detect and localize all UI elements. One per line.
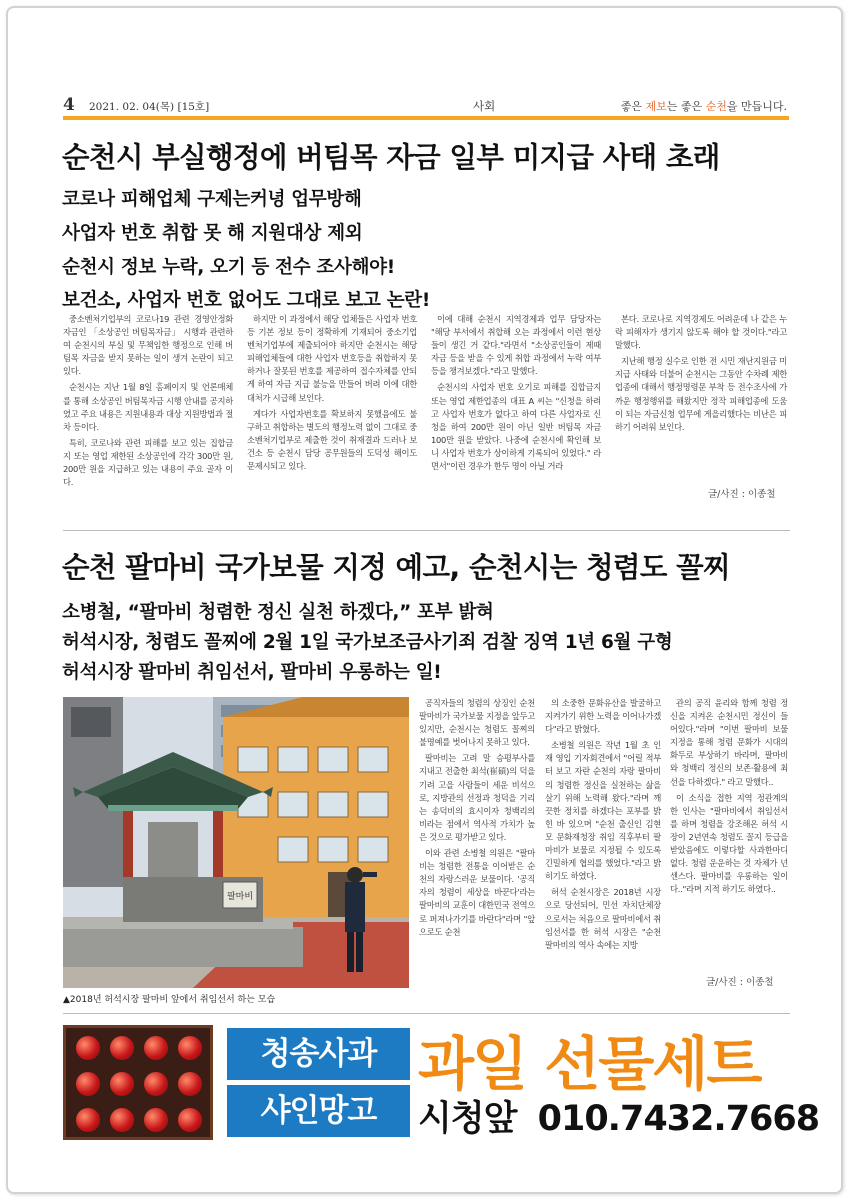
paragraph: 순천시는 지난 1월 8일 홈페이지 및 언론매체를 통해 소상공인 버팀목자금 시행 안내를 공지하였고 주요 내용은 지원내용과 대상 지원방법과 절차 등이다. xyxy=(63,382,233,432)
article1-column-2 xyxy=(247,313,417,476)
paragraph: 하지만 이 과정에서 해당 업체들은 사업자 번호등 기본 정보 등이 정확하게 기재되어 중소기업 벤처기업부에 제출되어야 하지만 순천시는 해당 피해업체들에 대한 사업자 번호등을 취합하지 못하거나 잘못된 번호를 제공하여 접수자체를 안되게 하여 자금 지급 불능을 만들어 버려 이에 대한 대처가 시급해 보인다. xyxy=(247,314,417,403)
article1-subhead: 사업자 번호 취합 못 해 지원대상 제외 xyxy=(62,223,363,244)
article2-headline: 순천 팔마비 국가보물 지정 예고, 순천시는 청렴도 꼴찌 xyxy=(62,551,730,584)
slogan-highlight: 순천 xyxy=(705,100,727,113)
palmabi-pavilion-photo xyxy=(63,697,409,988)
ad-contact xyxy=(418,1091,819,1141)
article1-subhead: 코로나 피해업체 구제는커녕 업무방해 xyxy=(62,189,362,210)
slogan-highlight: 제보 xyxy=(645,100,667,113)
article-divider xyxy=(63,530,790,531)
article2-photo xyxy=(63,697,409,988)
article2-byline: 글/사진 : 이종철 xyxy=(706,977,774,988)
apple-icon xyxy=(76,1072,100,1096)
article1-column-1 xyxy=(63,313,233,492)
paragraph: 이와 관련 소병철 의원은 "팔마비는 청렴한 전통을 이어받은 순천의 자랑스러운 보물이다. '공직자의 청렴이 세상을 바꾼다'라는 팔마비의 교훈이 대한민국 전역으로 퍼져나가기를 바란다"라며 "앞으로도 순천 xyxy=(419,848,535,937)
paragraph: 의 소중한 문화유산을 발굴하고 지켜가기 위한 노력을 이어나가겠다"라고 밝혔다. xyxy=(545,698,661,735)
paragraph: 중소벤처기업부의 코로나19 관련 경영안정화 자금인 「소상공인 버팀목자금」 시행과 관련하여 순천시의 부실 및 무책임한 행정으로 인해 버팀목 자금을 받지 못하는 일이 생겨 논란이 되고 있다. xyxy=(63,314,233,377)
article2-column-3 xyxy=(670,697,788,899)
apple-icon xyxy=(144,1036,168,1060)
article1-headline: 순천시 부실행정에 버팀목 자금 일부 미지급 사태 초래 xyxy=(62,141,720,174)
apple-icon xyxy=(144,1072,168,1096)
ad-product-1: 청송사과 xyxy=(227,1028,410,1080)
stone-sign-text: 팔마비 xyxy=(226,892,254,902)
article2-subhead: 허석시장 팔마비 취임선서, 팔마비 우롱하는 일! xyxy=(62,662,442,683)
paragraph: 이 소식을 접한 지역 정관계의 한 인사는 "팔마비에서 취임선서를 하며 청렴을 강조해온 허석 시장이 2년연속 청렴도 꼴지 등급을 받았음에도 이렇다할 사과한마디 없다. 청렴 운운하는 것 자체가 넌센스다. 팔마비를 우롱하는 일이다.."라며 지적 하기도 하였다.. xyxy=(670,792,788,895)
paragraph: 소병철 의원은 작년 1월 초 인재 영입 기자회견에서 "어릴 적부터 보고 자란 순천의 자랑 팔마비의 청렴한 정신을 실천하는 삶을 살기 위해 노력해 왔다."라며 깨끗한 정치를 하겠다는 포부를 밝힌 바 있으며 "순천 출신인 김현모 문화재청장 취임 직후부터 팔마비가 보물로 지정될 수 있도록 긴밀하게 협의를 했었다."라고 밝히기도 하였다. xyxy=(545,740,661,882)
paragraph: 게다가 사업자번호를 확보하지 못했음에도 불구하고 취합하는 별도의 행정노력 없이 그대로 중소벤처기업부로 제출한 것이 취재결과 드러나 보건소 등 순천시 담당 공무원들의 도덕성 해이도 문제시되고 있다. xyxy=(247,408,417,472)
page-number: 4 xyxy=(63,95,75,115)
paragraph: 본다. 코로나로 지역경제도 어려운데 나 같은 누락 피해자가 생기지 않도록 해야 할 것이다."라고 말했다. xyxy=(615,314,787,351)
apple-icon xyxy=(76,1108,100,1132)
apple-icon xyxy=(144,1108,168,1132)
fruit-gift-ad xyxy=(63,1025,820,1140)
paragraph: 특히, 코로나와 관련 피해를 보고 있는 집합금지 또는 영업 제한된 소상공인에 각각 300만 원, 200만 원을 지급하고 있는 내용이 주요 골자 이다. xyxy=(63,437,233,488)
paragraph: 이에 대해 순천시 지역경제과 업무 담당자는 "해당 부서에서 취합해 오는 과정에서 이런 현상들이 생긴 거 같다."라면서 "소상공인들이 제때 자금 등을 받을 수 있게 취합 과정에서 누락 여부 등을 챙겨보겠다."라고 말했다. xyxy=(431,314,601,377)
article2-column-2 xyxy=(545,697,661,955)
paragraph: 순천시의 사업자 번호 오기로 피해를 집합금지 또는 영업 제한업종의 대표 A 씨는 "신청을 하려고 사업자 번호가 없다고 하여 다른 사업자로 신청을 하여 200만 원이 아닌 일반 버팀목 자금 100만 원을 받았다. 나중에 순천시에 확인해 보니 사업자 번호가 상이하게 기록되어 있었다." 라면서"이런 경우가 한두 명이 아닐 거라 xyxy=(431,382,601,472)
ad-title: 과일 선물세트 xyxy=(418,1030,761,1098)
article1-subhead: 순천시 정보 누락, 오기 등 전수 조사해야! xyxy=(62,257,395,278)
apple-icon xyxy=(178,1108,202,1132)
article1-column-3 xyxy=(431,313,601,476)
section-name: 사회 xyxy=(473,99,496,113)
article1-column-4 xyxy=(615,313,787,437)
article1-subhead: 보건소, 사업자 번호 없어도 그대로 보고 논란! xyxy=(62,290,430,311)
issue-date: 2021. 02. 04(목) [15호] xyxy=(89,101,210,113)
apple-box-image xyxy=(63,1025,213,1140)
ad-phone: 010.7432.7668 xyxy=(537,1099,820,1139)
ad-product-2: 샤인망고 xyxy=(227,1085,410,1137)
article2-column-1 xyxy=(419,697,535,942)
ad-location: 시청앞 xyxy=(418,1099,517,1139)
apple-icon xyxy=(110,1072,134,1096)
paragraph: 공직자들의 청렴의 상징인 순천 팔마비가 국가보물 지정을 앞두고 있지만, 순천시는 청렴도 꼴찌의 불명예를 벗어나지 못하고 있다. xyxy=(419,698,535,748)
apple-icon xyxy=(110,1108,134,1132)
paragraph: 지난해 행정 실수로 인한 전 시민 재난지원금 미지급 사태와 더불어 순천시는 그동안 수차례 제한업종에 대해서 행정명령문 부착 등 전수조사에 가까운 행정행위를 해왔지만 정작 피해업종에 도움이 되는 자금신청 업무에 게을리했다는 비난은 피하기 어려워 보인다. xyxy=(615,356,787,432)
ad-divider xyxy=(63,1013,790,1014)
apple-icon xyxy=(110,1036,134,1060)
paragraph: 팔마비는 고려 말 승평부사를 지내고 전출한 최석(崔碩)의 덕을 기려 고을 사람들이 세운 비석으로, 지방관의 선정과 청덕을 기리는 송덕비의 효시이자 청백리의 비라는 점에서 역사적 가치가 높은 것으로 평가받고 있다. xyxy=(419,753,535,842)
masthead xyxy=(63,94,789,120)
paragraph: 허석 순천시장은 2018년 시장으로 당선되어, 민선 자치단체장으로서는 처음으로 팔마비에서 취임선서를 한 허석 시장은 "순천 팔마비의 역사 속에는 지방 xyxy=(545,887,661,950)
photo-caption: ▲2018년 허석시장 팔마비 앞에서 취임선서 하는 모습 xyxy=(63,995,276,1005)
apple-icon xyxy=(178,1036,202,1060)
apple-icon xyxy=(76,1036,100,1060)
slogan: 좋은 제보는 좋은 순천을 만듭니다. xyxy=(620,100,787,113)
paragraph: 관의 공직 윤리와 함께 청렴 정신을 지켜온 순천시민 정신이 들어있다."라며 "이번 팔마비 보물 지정을 통해 청렴 문화가 시대의 화두로 부상하기 바라며, 팔마비와 청백리 정신의 보존·활용에 최선을 다하겠다." 라고 말했다.. xyxy=(670,698,788,787)
article2-subhead: 허석시장, 청렴도 꼴찌에 2월 1일 국가보조금사기죄 검찰 징역 1년 6월 구형 xyxy=(62,632,673,653)
article1-byline: 글/사진 : 이종철 xyxy=(708,489,776,500)
apple-icon xyxy=(178,1072,202,1096)
article2-subhead: 소병철, “팔마비 청렴한 정신 실천 하겠다,” 포부 밝혀 xyxy=(62,602,494,623)
